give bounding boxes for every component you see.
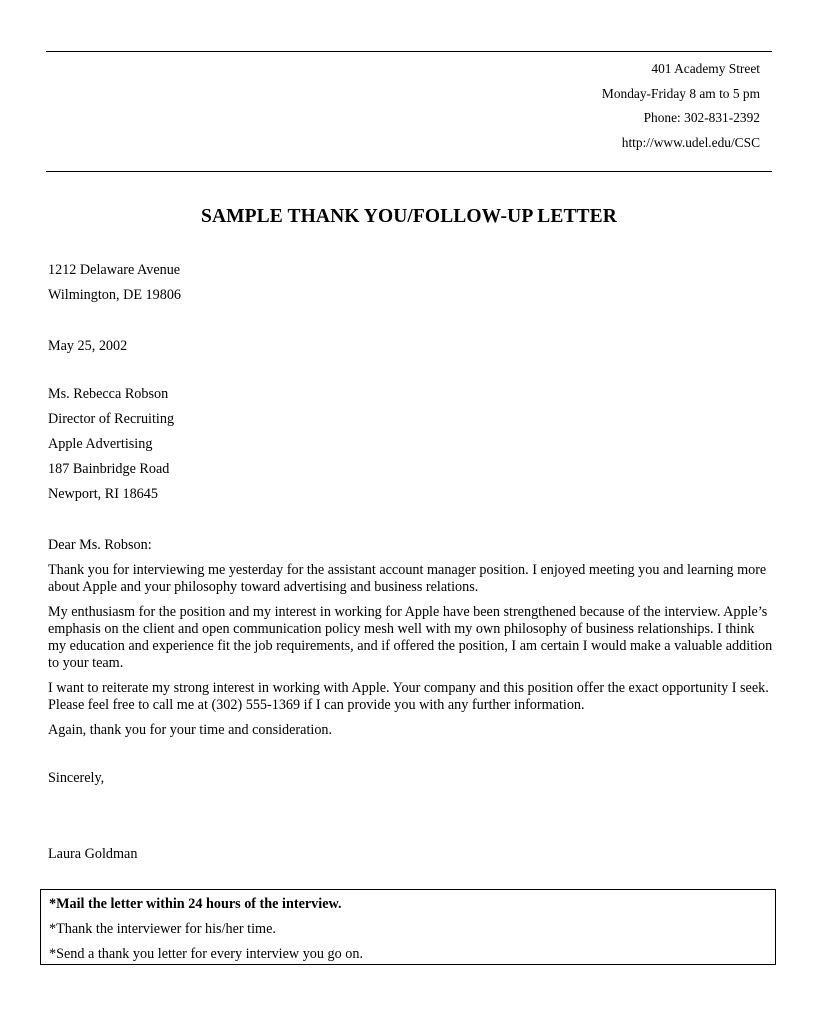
sender-city: Wilmington, DE 19806 xyxy=(48,287,182,303)
page-title: SAMPLE THANK YOU/FOLLOW-UP LETTER xyxy=(201,206,617,227)
sender-address xyxy=(48,262,776,312)
recipient-street: 187 Bainbridge Road xyxy=(48,461,170,477)
recipient-city: Newport, RI 18645 xyxy=(48,486,158,502)
letter-body xyxy=(48,537,776,747)
tip-2: *Thank the interviewer for his/her time. xyxy=(49,921,276,937)
body-paragraph-2: My enthusiasm for the position and my interest in working for Apple have been strengthened because of the interview. Apple’s emphasis on the client and open communication policy mesh well with my own philosophy of business relationships. I think my education and experience fit the job requirements, and if offered the position, I am certain I would make a valuable addition to your team. xyxy=(48,604,773,671)
tip-3: *Send a thank you letter for every interview you go on. xyxy=(49,946,364,962)
header-top-rule xyxy=(46,51,772,52)
recipient-name: Ms. Rebecca Robson xyxy=(48,386,169,402)
office-url: http://www.udel.edu/CSC xyxy=(621,134,760,150)
tips-box xyxy=(40,889,776,965)
body-paragraph-3: I want to reiterate my strong interest in working with Apple. Your company and this position offer the exact opportunity I seek. Please feel free to call me at (302) 555-1369 if I can provide you with any further information. xyxy=(48,680,769,713)
sender-street: 1212 Delaware Avenue xyxy=(48,262,181,278)
date-text: May 25, 2002 xyxy=(48,338,128,354)
office-hours: Monday-Friday 8 am to 5 pm xyxy=(601,85,760,101)
closing: Sincerely, xyxy=(48,770,105,786)
letter-date xyxy=(48,338,776,363)
office-street: 401 Academy Street xyxy=(651,61,760,76)
recipient-company: Apple Advertising xyxy=(48,436,153,452)
salutation: Dear Ms. Robson: xyxy=(48,537,152,553)
signature-name: Laura Goldman xyxy=(48,846,138,862)
header-bottom-rule xyxy=(46,171,772,172)
tip-1: *Mail the letter within 24 hours of the interview. xyxy=(49,896,342,912)
body-paragraph-4: Again, thank you for your time and consideration. xyxy=(48,722,333,738)
recipient-address xyxy=(48,386,776,511)
recipient-title: Director of Recruiting xyxy=(48,411,175,427)
office-phone: Phone: 302-831-2392 xyxy=(643,110,760,125)
office-contact-block xyxy=(602,60,760,158)
body-paragraph-1: Thank you for interviewing me yesterday for the assistant account manager position. I enjoyed meeting you and learning more about Apple and your philosophy toward advertising and business relations. xyxy=(48,562,767,595)
